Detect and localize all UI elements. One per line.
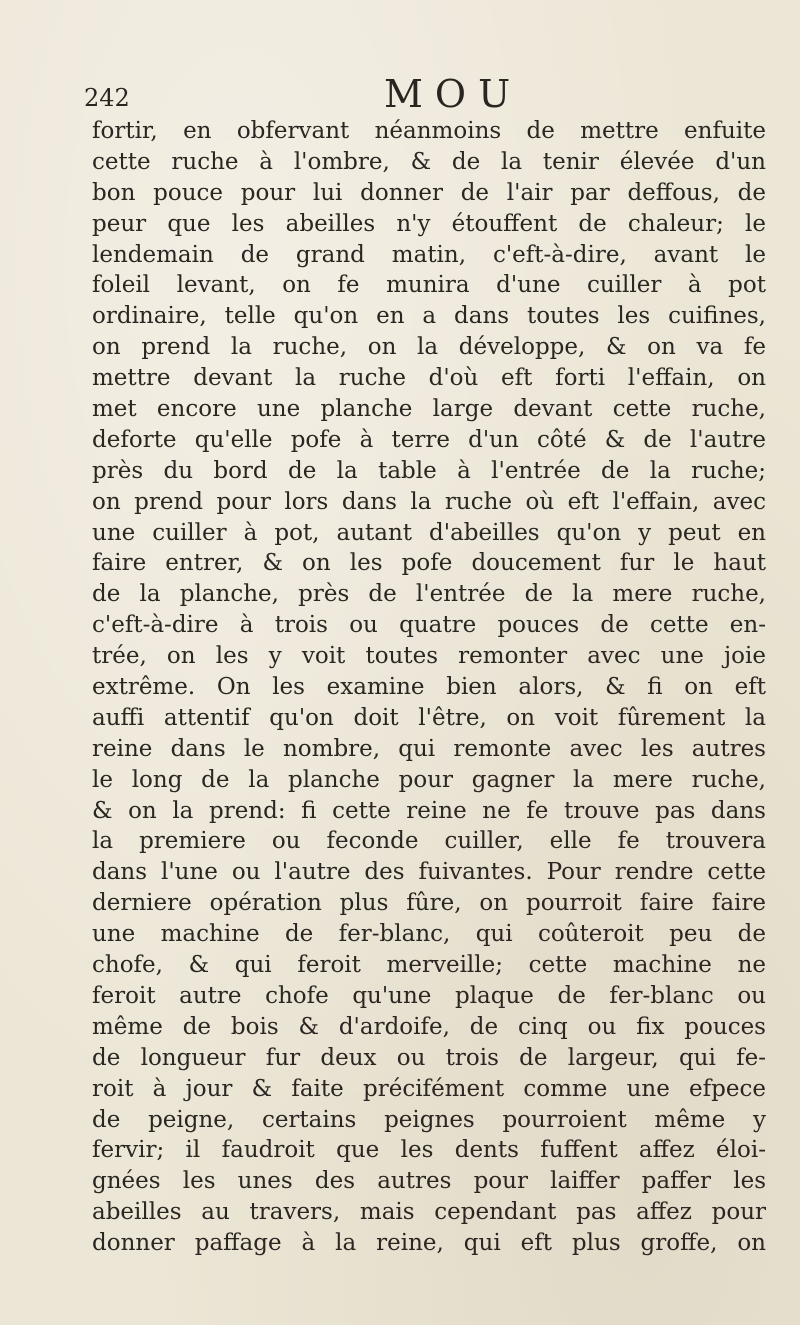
- text-line: fortir, en obfervant néanmoins de mettre enfuite: [92, 118, 766, 144]
- text-line: feroit autre chofe qu'une plaque de fer-blanc ou: [92, 982, 766, 1009]
- text-line: une cuiller à pot, autant d'abeilles qu'on y peut en: [92, 519, 766, 546]
- body-text: [92, 116, 766, 1259]
- text-line: trée, on les y voit toutes remonter avec une joie: [92, 643, 766, 670]
- text-line: on prend pour lors dans la ruche où eft l'effain, avec: [92, 488, 766, 515]
- text-line: fervir; il faudroit que les dents fuffent affez éloi-: [92, 1137, 766, 1164]
- text-line: & on la prend: fi cette reine ne fe trouve pas dans: [92, 797, 766, 824]
- text-line: abeilles au travers, mais cependant pas affez pour: [92, 1199, 766, 1226]
- text-line: ordinaire, telle qu'on en a dans toutes les cuifines,: [92, 303, 766, 330]
- text-line: derniere opération plus fûre, on pourroit faire faire: [92, 890, 766, 917]
- text-line: chofe, & qui feroit merveille; cette machine ne: [92, 952, 766, 979]
- text-line: mettre devant la ruche d'où eft forti l'effain, on: [92, 365, 766, 392]
- text-line: peur que les abeilles n'y étouffent de chaleur; le: [92, 210, 766, 237]
- text-line: le long de la planche pour gagner la mere ruche,: [92, 766, 766, 793]
- text-line: roit à jour & faite précifément comme une efpece: [92, 1075, 766, 1102]
- text-line: bon pouce pour lui donner de l'air par deffous, de: [92, 179, 766, 206]
- text-line: foleil levant, on fe munira d'une cuiller à pot: [92, 272, 766, 299]
- text-line: c'eft-à-dire à trois ou quatre pouces de cette en-: [92, 612, 766, 639]
- text-line: reine dans le nombre, qui remonte avec les autres: [92, 735, 766, 762]
- running-head: MOU: [384, 72, 523, 116]
- text-line: de longueur fur deux ou trois de largeur, qui fe-: [92, 1044, 766, 1071]
- text-line: une machine de fer-blanc, qui coûteroit peu de: [92, 921, 766, 948]
- text-line: deforte qu'elle pofe à terre d'un côté & de l'autre: [92, 426, 766, 453]
- text-line: extrême. On les examine bien alors, & fi on eft: [92, 674, 766, 701]
- text-line: gnées les unes des autres pour laiffer paffer les: [92, 1168, 766, 1195]
- text-line: on prend la ruche, on la développe, & on va fe: [92, 334, 766, 361]
- text-line: dans l'une ou l'autre des fuivantes. Pour rendre cette: [92, 859, 766, 886]
- text-line: lendemain de grand matin, c'eft-à-dire, avant le: [92, 241, 766, 268]
- text-line: cette ruche à l'ombre, & de la tenir élevée d'un: [92, 148, 766, 175]
- text-line: met encore une planche large devant cette ruche,: [92, 396, 766, 423]
- page-number: 242: [84, 84, 130, 112]
- text-line: de la planche, près de l'entrée de la mere ruche,: [92, 581, 766, 608]
- text-line: auffi attentif qu'on doit l'être, on voit fûrement la: [92, 704, 766, 731]
- text-line: la premiere ou feconde cuiller, elle fe trouvera: [92, 828, 766, 855]
- page-header: [84, 72, 764, 122]
- text-line: près du bord de la table à l'entrée de la ruche;: [92, 457, 766, 484]
- text-line: même de bois & d'ardoife, de cinq ou fix pouces: [92, 1013, 766, 1040]
- text-line: faire entrer, & on les pofe doucement fur le haut: [92, 550, 766, 577]
- text-line: de peigne, certains peignes pourroient même y: [92, 1106, 766, 1133]
- text-line: donner paffage à la reine, qui eft plus groffe, on: [92, 1230, 766, 1257]
